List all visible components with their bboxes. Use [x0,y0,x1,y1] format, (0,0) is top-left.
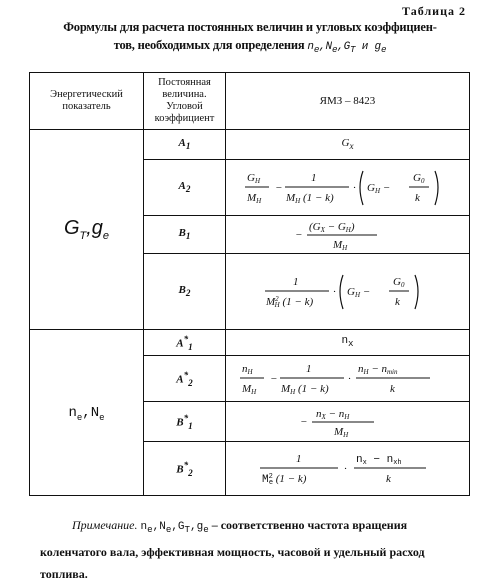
formula-b2-star [226,442,470,496]
group-label-ne-Ne: $n_e,N_e$ [30,330,144,496]
coef-a1-star: $A^*_1$ [144,330,226,356]
formula-a2-star [226,356,470,402]
svg-text:k: k [389,382,395,395]
svg-text:−: − [274,181,282,194]
formula-b1-star [226,402,470,442]
svg-text:GH −: GH − [366,181,390,195]
formula-b2 [226,254,470,330]
header-engine: ЯМЗ – 8423 [226,73,470,130]
svg-text:MH: MH [332,238,347,252]
svg-text:k: k [385,472,391,485]
table-note [40,514,470,585]
svg-text:k: k [394,295,400,308]
svg-text:nx − nxh: nx − nxh [355,453,402,467]
svg-text:nH − nmin: nH − nmin [357,362,397,376]
table-header-row [30,73,470,130]
formula-a1: $G_x$ [226,130,470,160]
note-vars: $n_e,N_e,G_T,g_e$ [140,521,209,536]
formula-a2 [226,160,470,216]
svg-text:·: · [332,285,336,298]
svg-text:M2e (1 − k): $M^2$ e (1 − k) [261,472,306,487]
coef-a2: $A_2$ [144,160,226,216]
svg-text:−: − [269,372,277,385]
svg-text:G0: G0 [412,171,424,185]
table-row [30,130,470,160]
header-constant: Постоянная величина. Угловой коэффициент [144,73,226,130]
svg-text:−: − [294,228,302,241]
svg-text:MH (1 − k): MH (1 − k) [280,382,329,396]
note-label: Примечание. [72,518,138,532]
svg-text:−: − [299,415,307,428]
table-caption [30,18,470,59]
svg-text:nX − nH: nX − nH [315,407,349,421]
svg-text:MH (1 − k): MH (1 − k) [285,191,334,205]
svg-text:MH: MH [246,191,261,205]
caption-line-1: Формулы для расчета постоянных величин и угловых коэффициен- [63,20,437,34]
coef-a2-star: $A^*_2$ [144,356,226,402]
caption-vars: $n_e,N_e,G_T$ и $g_e$ [307,41,387,56]
svg-text:GH: GH [246,171,260,185]
svg-text:1: 1 [310,171,316,184]
svg-text:(GX − GH): (GX − GH) [308,220,354,234]
svg-text:1: 1 [305,362,311,375]
svg-text:MH: MH [241,382,256,396]
header-energy-indicator: Энергетический показатель [30,73,144,130]
svg-text:k: k [414,191,420,204]
svg-text:·: · [343,462,347,475]
group-label-gt-ge: $G_T,g_e$ [30,130,144,330]
svg-text:GH −: GH − [346,285,370,299]
coef-b1: $B_1$ [144,216,226,254]
coef-b2-star: $B^*_2$ [144,442,226,496]
formula-table [29,72,470,496]
table-row [30,330,470,356]
svg-text:·: · [352,181,356,194]
caption-line-2: тов, необходимых для определения [113,38,305,52]
note-text: – соответственно частота вращения коленчатого вала, эффективная мощность, часовой и удельный расход топлива. [40,518,425,582]
formula-b1 [226,216,470,254]
coef-b2: $B_2$ [144,254,226,330]
svg-text:nH: nH [241,362,253,376]
coef-b1-star: $B^*_1$ [144,402,226,442]
svg-text:MH: MH [333,425,348,439]
formula-a1-star: $n_x$ [226,330,470,356]
svg-text:1: 1 [292,275,298,288]
svg-text:·: · [347,372,351,385]
coef-a1: $A_1$ [144,130,226,160]
svg-text:1: 1 [295,452,301,465]
table-number: Таблица 2 [402,4,466,18]
svg-text:G0: G0 [392,275,404,289]
svg-text:M2H (1 − k): $M^2$ H (1 − k) [265,294,313,309]
